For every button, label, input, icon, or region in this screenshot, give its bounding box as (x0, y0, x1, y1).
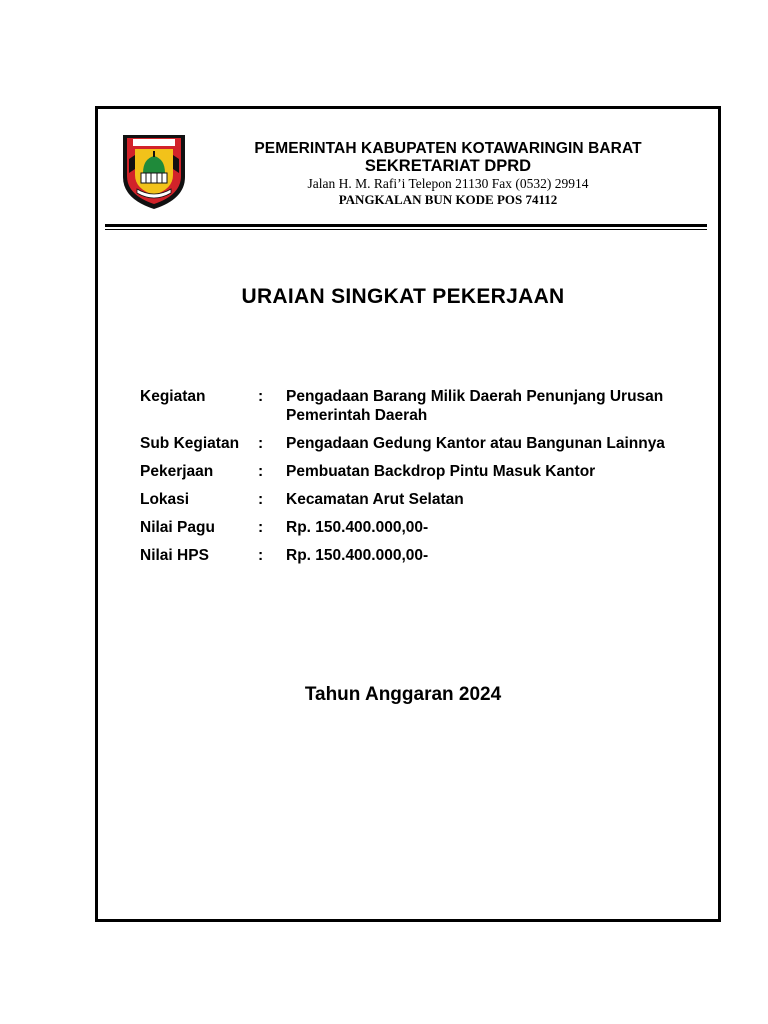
detail-row-sub-kegiatan (140, 434, 680, 453)
detail-colon: : (258, 435, 264, 452)
fiscal-year: Tahun Anggaran 2024 (304, 684, 502, 705)
government-name: PEMERINTAH KABUPATEN KOTAWARINGIN BARAT (254, 140, 642, 157)
detail-value: Pembuatan Backdrop Pintu Masuk Kantor (286, 463, 596, 480)
detail-colon: : (258, 519, 264, 536)
detail-colon: : (258, 547, 264, 564)
work-details (140, 387, 680, 574)
detail-row-nilai-pagu (140, 518, 680, 537)
letterhead-divider-thin (105, 229, 707, 230)
detail-colon: : (258, 463, 264, 480)
letterhead-divider-thick (105, 224, 707, 227)
office-name: SEKRETARIAT DPRD (364, 157, 532, 175)
detail-label: Nilai HPS (140, 547, 209, 564)
office-address: Jalan H. M. Rafi’i Telepon 21130 Fax (0532) 29914 (307, 176, 589, 191)
detail-value: Rp. 150.400.000,00- (286, 547, 429, 564)
document-title: URAIAN SINGKAT PEKERJAAN (241, 285, 565, 308)
detail-colon: : (258, 491, 264, 508)
detail-label: Lokasi (140, 491, 190, 508)
detail-row-pekerjaan (140, 462, 680, 481)
detail-label: Nilai Pagu (140, 519, 215, 536)
detail-value: Pengadaan Gedung Kantor atau Bangunan Lainnya (286, 435, 665, 452)
city-postcode: PANGKALAN BUN KODE POS 74112 (338, 192, 558, 207)
detail-label: Kegiatan (140, 388, 206, 405)
detail-label: Sub Kegiatan (140, 435, 240, 452)
detail-value: Kecamatan Arut Selatan (286, 491, 464, 508)
detail-row-kegiatan (140, 387, 680, 425)
detail-colon: : (258, 388, 264, 405)
regency-emblem-icon (119, 129, 189, 211)
letterhead (198, 139, 698, 207)
detail-value: Pengadaan Barang Milik Daerah Penunjang Urusan Pemerintah Daerah (286, 388, 664, 424)
detail-value: Rp. 150.400.000,00- (286, 519, 429, 536)
detail-row-nilai-hps (140, 546, 680, 565)
detail-label: Pekerjaan (140, 463, 214, 480)
detail-row-lokasi (140, 490, 680, 509)
document-frame (95, 106, 721, 922)
